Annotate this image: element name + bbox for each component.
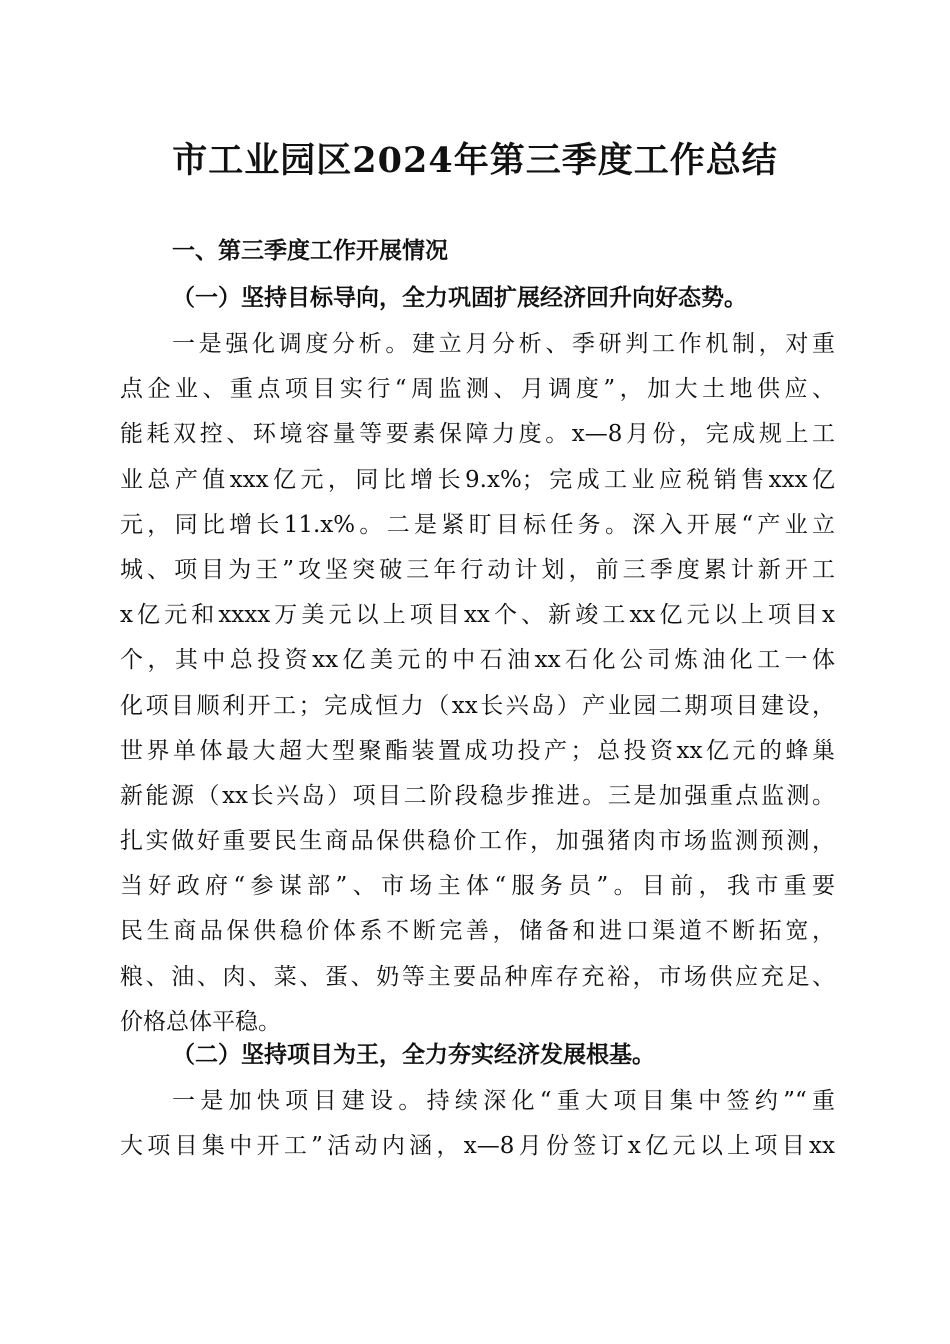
subsection-heading: （一）坚持目标导向，全力巩固扩展经济回升向好态势。 <box>172 284 747 311</box>
paragraph-line: 个，其中总投资xx亿美元的中石油xx石化公司炼油化工一体 <box>120 647 835 674</box>
paragraph-line: 当好政府“参谋部”、市场主体“服务员”。目前，我市重要 <box>120 873 835 900</box>
paragraph-line: 民生商品保供稳价体系不断完善，储备和进口渠道不断拓宽， <box>120 918 835 945</box>
body-paragraph <box>120 322 835 1045</box>
paragraph-line: 新能源（xx长兴岛）项目二阶段稳步推进。三是加强重点监测。 <box>120 782 835 809</box>
paragraph-line: 一是加快项目建设。持续深化“重大项目集中签约”“重 <box>172 1088 835 1114</box>
paragraph-line: 城、项目为王”攻坚突破三年行动计划，前三季度累计新开工 <box>120 556 835 583</box>
paragraph-line: x亿元和xxxx万美元以上项目xx个、新竣工xx亿元以上项目x <box>120 602 835 629</box>
paragraph-line: 扎实做好重要民生商品保供稳价工作，加强猪肉市场监测预测， <box>120 828 835 855</box>
paragraph-line: 粮、油、肉、菜、蛋、奶等主要品种库存充裕，市场供应充足、 <box>120 963 835 990</box>
paragraph-line: 点企业、重点项目实行“周监测、月调度”，加大土地供应、 <box>120 376 835 403</box>
paragraph-line: 一是强化调度分析。建立月分析、季研判工作机制，对重 <box>172 331 835 357</box>
paragraph-line: 业总产值xxx亿元，同比增长9.x%；完成工业应税销售xxx亿 <box>120 466 835 493</box>
subsection-heading: （二）坚持项目为王，全力夯实经济发展根基。 <box>172 1041 655 1068</box>
section-heading: 一、第三季度工作开展情况 <box>172 238 448 264</box>
paragraph-line: 价格总体平稳。 <box>120 1008 281 1035</box>
paragraph-line: 大项目集中开工”活动内涵，x—8月份签订x亿元以上项目xx <box>120 1133 835 1160</box>
paragraph-line: 化项目顺利开工；完成恒力（xx长兴岛）产业园二期项目建设， <box>120 692 835 719</box>
document-title: 市工业园区2024年第三季度工作总结 <box>172 140 778 181</box>
paragraph-line: 元，同比增长11.x%。二是紧盯目标任务。深入开展“产业立 <box>120 511 835 538</box>
body-paragraph <box>120 1079 835 1169</box>
paragraph-line: 能耗双控、环境容量等要素保障力度。x—8月份，完成规上工 <box>120 421 835 448</box>
paragraph-line: 世界单体最大超大型聚酯装置成功投产；总投资xx亿元的蜂巢 <box>120 737 835 764</box>
